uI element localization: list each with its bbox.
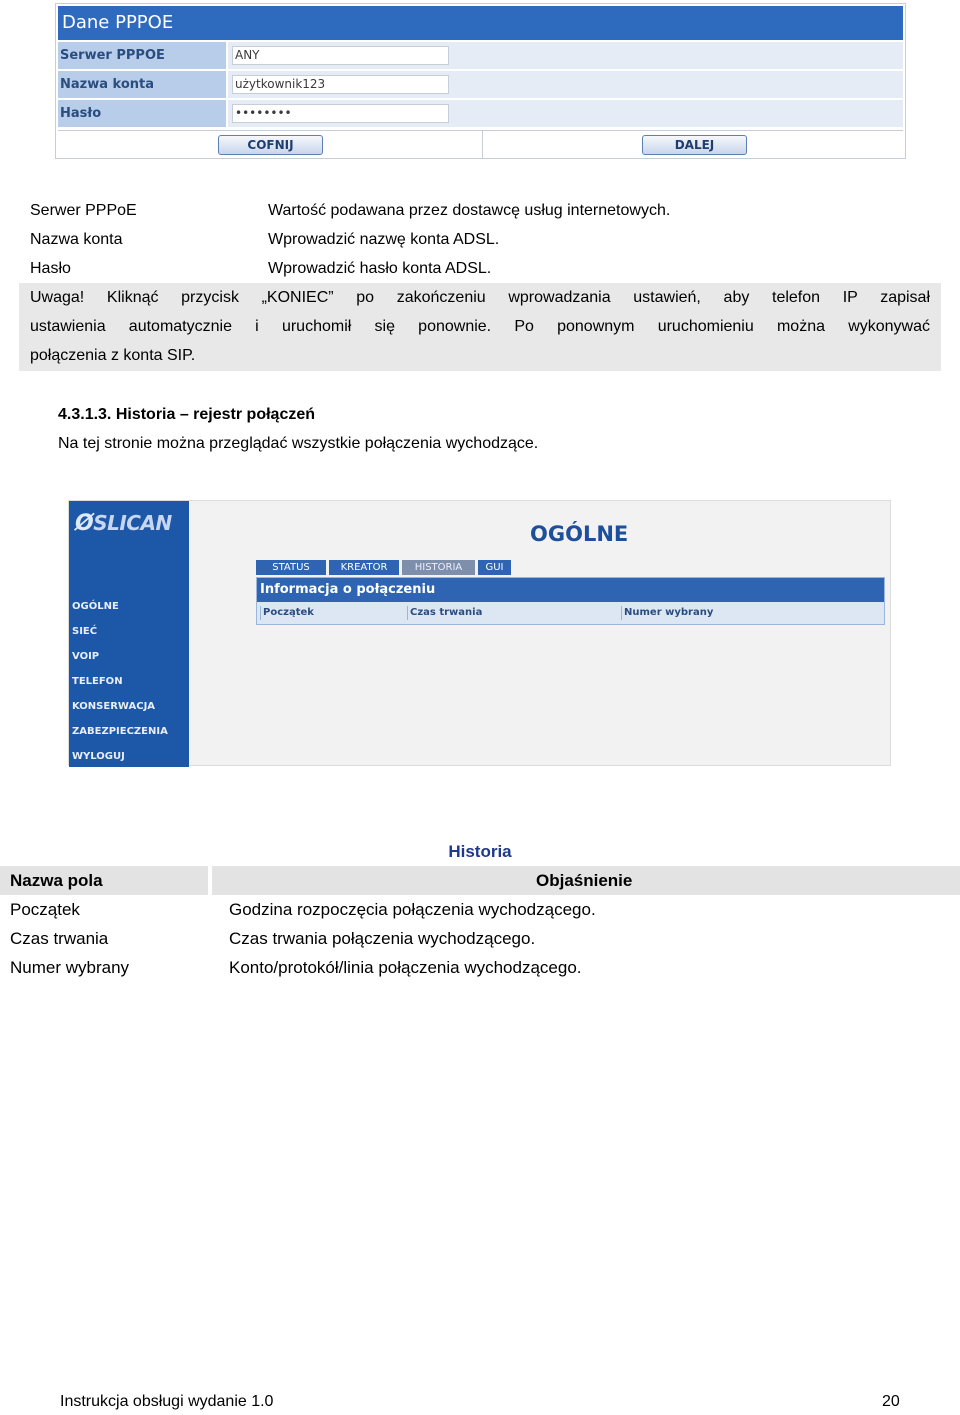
def-term-account: Nazwa konta: [30, 231, 123, 248]
table-row-field: Początek: [10, 900, 80, 919]
pppoe-form-footer: [58, 130, 903, 158]
pppoe-form-title: Dane PPPOE: [58, 6, 903, 40]
def-term-server: Serwer PPPoE: [30, 202, 137, 219]
table-row-description: Czas trwania połączenia wychodzącego.: [229, 929, 536, 948]
pppoe-password-label: Hasło: [58, 100, 226, 127]
note-line-3: połączenia z konta SIP.: [30, 347, 196, 364]
pppoe-password-cell: [228, 100, 903, 127]
col-duration: Czas trwania: [407, 606, 617, 620]
next-button[interactable]: DALEJ: [642, 135, 747, 155]
table-row-description: Konto/protokół/linia połączenia wychodzącego.: [229, 958, 582, 977]
tab-historia[interactable]: HISTORIA: [402, 560, 475, 575]
pppoe-account-cell: [228, 71, 903, 98]
def-desc-account: Wprowadzić nazwę konta ADSL.: [268, 231, 500, 248]
menu-item-maintenance[interactable]: KONSERWACJA: [72, 701, 156, 712]
menu-item-phone[interactable]: TELEFON: [72, 676, 123, 687]
pppoe-server-input[interactable]: ANY: [232, 46, 449, 65]
slican-logo-mark-icon: Ø: [75, 511, 94, 536]
menu-item-general[interactable]: OGÓLNE: [72, 601, 119, 612]
slican-logo: [75, 511, 172, 536]
back-button[interactable]: COFNIJ: [218, 135, 323, 155]
pppoe-account-input[interactable]: użytkownik123: [232, 75, 449, 94]
note-line-1: Uwaga! Kliknąć przycisk „KONIEC” po zakończeniu wprowadzania ustawień, aby telefon IP zapisał: [30, 289, 930, 306]
tab-gui[interactable]: GUI: [478, 560, 511, 575]
footer-page-number: 20: [882, 1393, 900, 1410]
menu-item-logout[interactable]: WYLOGUJ: [72, 751, 125, 762]
history-header-description: Objaśnienie: [536, 871, 633, 890]
table-row-field: Czas trwania: [10, 929, 109, 948]
note-line-2: ustawienia automatycznie i uruchomił się ponownie. Po ponownym uruchomieniu można wykonywać: [30, 318, 930, 335]
def-desc-server: Wartość podawana przez dostawcę usług internetowych.: [268, 202, 671, 219]
pppoe-row-server: [58, 41, 903, 68]
def-term-password: Hasło: [30, 260, 71, 277]
note-box: [19, 283, 941, 371]
call-info-columns: [257, 602, 884, 624]
history-header-field: Nazwa pola: [10, 871, 103, 890]
call-info-panel: [256, 577, 885, 625]
pppoe-footer-left: [58, 131, 483, 159]
col-number: Numer wybrany: [621, 606, 881, 620]
menu-item-voip[interactable]: VOIP: [72, 651, 100, 662]
tab-status[interactable]: STATUS: [256, 560, 326, 575]
pppoe-form-screenshot: [55, 3, 906, 159]
pppoe-server-cell: [228, 42, 903, 69]
menu-item-security[interactable]: ZABEZPIECZENIA: [72, 726, 168, 737]
section-intro: Na tej stronie można przeglądać wszystkie połączenia wychodzące.: [58, 435, 539, 452]
slican-history-screenshot: [68, 500, 891, 766]
history-table-caption: Historia: [448, 842, 512, 861]
pppoe-footer-right: [483, 131, 903, 159]
pppoe-server-label: Serwer PPPOE: [58, 42, 226, 69]
tab-kreator[interactable]: KREATOR: [329, 560, 399, 575]
pppoe-account-label: Nazwa konta: [58, 71, 226, 98]
menu-item-network[interactable]: SIEĆ: [72, 626, 98, 637]
call-info-title: Informacja o połączeniu: [257, 578, 884, 602]
col-start: Początek: [260, 606, 403, 620]
slican-logo-text: SLICAN: [93, 511, 172, 535]
table-row-field: Numer wybrany: [10, 958, 130, 977]
footer-manual-title: Instrukcja obsługi wydanie 1.0: [60, 1393, 274, 1410]
pppoe-row-account: [58, 70, 903, 97]
pppoe-row-password: [58, 99, 903, 126]
def-desc-password: Wprowadzić hasło konta ADSL.: [268, 260, 492, 277]
history-table-header: [0, 866, 960, 895]
pppoe-password-input[interactable]: ••••••••: [232, 104, 449, 123]
slican-page-title: OGÓLNE: [530, 522, 629, 546]
table-row-description: Godzina rozpoczęcia połączenia wychodzącego.: [229, 900, 596, 919]
slican-sidebar: [69, 501, 189, 767]
section-heading: 4.3.1.3. Historia – rejestr połączeń: [58, 406, 316, 423]
